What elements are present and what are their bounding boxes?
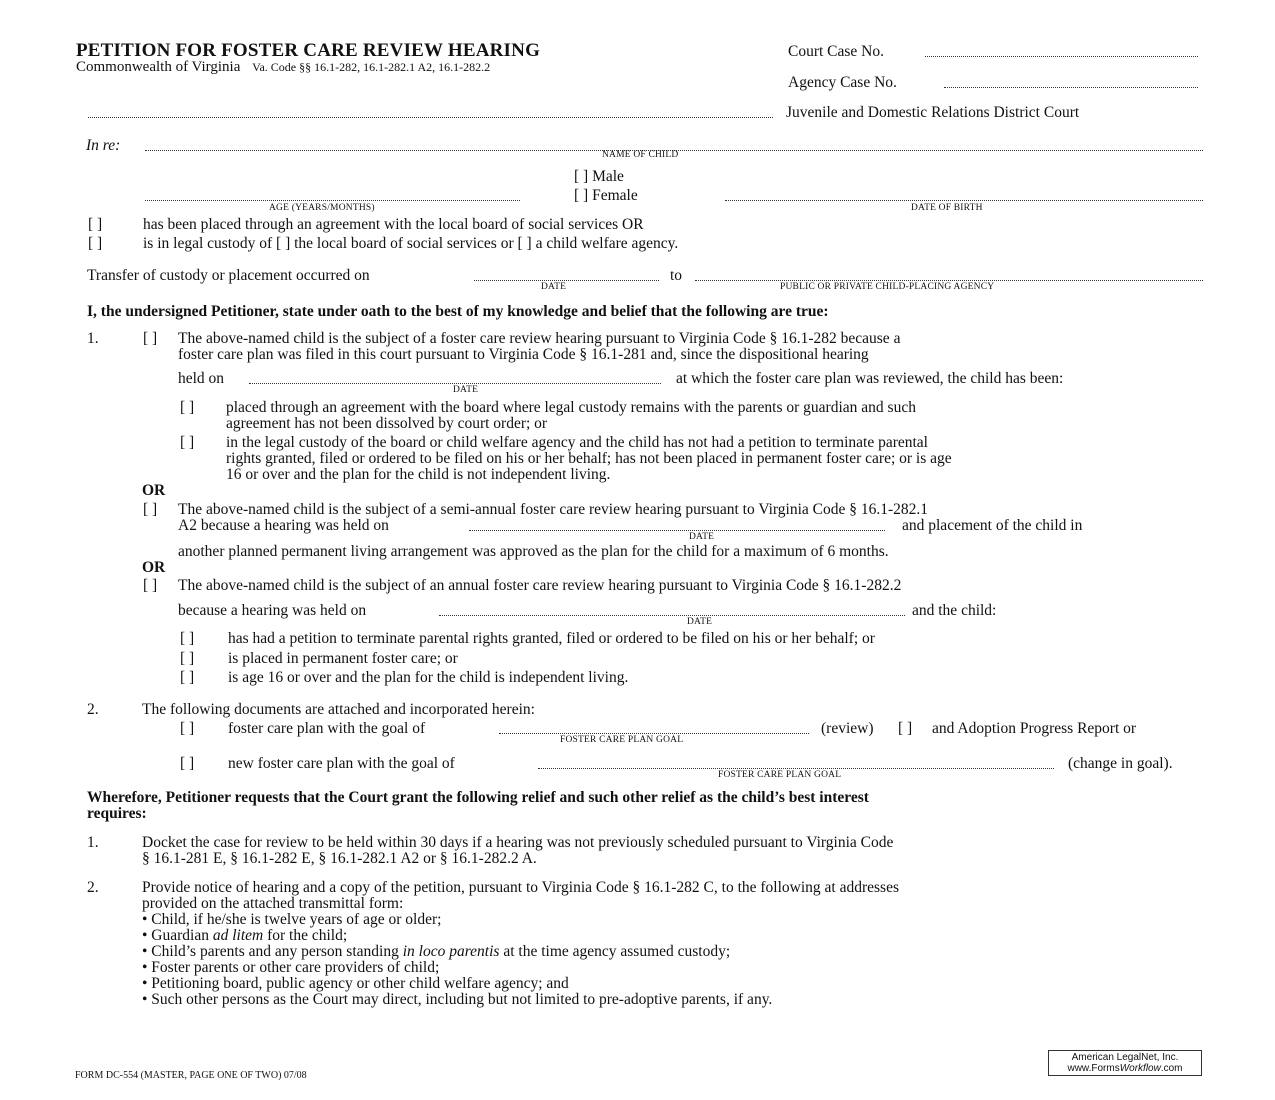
- dispositional-date-field[interactable]: [249, 383, 661, 384]
- notice-bullet-child: • Child, if he/she is twelve years of age or older;: [142, 911, 442, 928]
- item1-number: 1.: [87, 330, 99, 347]
- form-id: FORM DC-554 (MASTER, PAGE ONE OF TWO) 07/08: [75, 1070, 307, 1081]
- parents-text-italic: in loco parentis: [402, 943, 500, 960]
- badge-line2-a: www.Forms: [1067, 1063, 1120, 1074]
- court-location-field[interactable]: [88, 117, 773, 118]
- relief1-number: 1.: [87, 834, 99, 851]
- item1b-line3: another planned permanent living arrangement was approved as the plan for the child for a maximum of 6 months.: [178, 543, 889, 560]
- code-reference: Va. Code §§ 16.1-282, 16.1-282.1 A2, 16.1-282.2: [252, 60, 491, 74]
- item1b-line2b: and placement of the child in: [902, 517, 1083, 534]
- item1c-checkbox[interactable]: [ ]: [143, 577, 158, 594]
- change-in-goal-label: (change in goal).: [1068, 755, 1173, 772]
- dob-caption: DATE OF BIRTH: [911, 203, 983, 213]
- notice-bullet-foster: • Foster parents or other care providers of child;: [142, 959, 440, 976]
- agency-caption: PUBLIC OR PRIVATE CHILD-PLACING AGENCY: [780, 282, 995, 292]
- child-name-caption: NAME OF CHILD: [602, 150, 679, 160]
- held-on-label: held on: [178, 370, 225, 387]
- parents-text-a: • Child’s parents and any person standing: [142, 943, 403, 960]
- sub1-checkbox[interactable]: [ ]: [180, 399, 195, 416]
- dob-field[interactable]: [725, 200, 1203, 201]
- c-sub1-checkbox[interactable]: [ ]: [180, 630, 195, 647]
- court-name: Juvenile and Domestic Relations District Court: [786, 104, 1080, 121]
- placed-agreement-text: has been placed through an agreement with the local board of social services OR: [143, 216, 644, 233]
- legal-custody-text-a: is in legal custody of: [143, 235, 273, 252]
- reviewed-text: at which the foster care plan was reviewed, the child has been:: [676, 370, 1064, 387]
- plan-goal-field[interactable]: [499, 733, 809, 734]
- relief2-line2: provided on the attached transmittal form:: [142, 895, 404, 912]
- guardian-text-b: for the child;: [263, 927, 348, 944]
- sub2-checkbox[interactable]: [ ]: [180, 434, 195, 451]
- agency-case-field[interactable]: [944, 87, 1198, 88]
- dispositional-date-caption: DATE: [453, 385, 479, 395]
- item1b-line1: The above-named child is the subject of a semi-annual foster care review hearing pursuant to Virginia Code § 16.1-282.1: [178, 501, 929, 518]
- transfer-label: Transfer of custody or placement occurred on: [87, 267, 370, 284]
- wherefore-line2: requires:: [87, 805, 147, 822]
- item1c-line1: The above-named child is the subject of an annual foster care review hearing pursuant to Virginia Code § 16.1-282.2: [178, 577, 902, 594]
- item1a-line1: The above-named child is the subject of a foster care review hearing pursuant to Virginia Code § 16.1-282 because a: [178, 330, 901, 347]
- item1b-checkbox[interactable]: [ ]: [143, 501, 158, 518]
- commonwealth-text: Commonwealth of Virginia: [76, 59, 241, 75]
- badge-line2-italic: Workflow: [1119, 1063, 1161, 1074]
- badge-line2: [1052, 1063, 1198, 1074]
- doc2-text: new foster care plan with the goal of: [228, 755, 455, 772]
- commonwealth-label: [76, 60, 490, 75]
- guardian-text-a: • Guardian: [142, 927, 213, 944]
- legal-custody-checkbox[interactable]: [ ]: [88, 235, 103, 252]
- review-label: (review): [821, 720, 874, 737]
- relief1-line1: Docket the case for review to be held within 30 days if a hearing was not previously scheduled pursuant to Virginia Code: [142, 834, 894, 851]
- c-sub2-checkbox[interactable]: [ ]: [180, 650, 195, 667]
- annual-date-caption: DATE: [687, 617, 713, 627]
- child-placing-agency-field[interactable]: [695, 280, 1203, 281]
- in-re-label: In re:: [86, 137, 121, 154]
- notice-bullet-board: • Petitioning board, public agency or other child welfare agency; and: [142, 975, 569, 992]
- legal-custody-text-c: a child welfare agency.: [535, 235, 679, 252]
- wherefore-line1: Wherefore, Petitioner requests that the Court grant the following relief and such other relief as the child’s best interest: [87, 789, 869, 806]
- notice-bullet-parents: [142, 944, 730, 960]
- sub2-line3: 16 or over and the plan for the child is not independent living.: [226, 466, 611, 483]
- plan-goal-caption: FOSTER CARE PLAN GOAL: [560, 735, 684, 745]
- welfare-agency-checkbox[interactable]: [ ]: [517, 235, 532, 252]
- item1c-line2b: and the child:: [912, 602, 997, 619]
- semiannual-date-caption: DATE: [689, 532, 715, 542]
- local-board-checkbox[interactable]: [ ]: [276, 235, 291, 252]
- item1a-line2: foster care plan was filed in this court pursuant to Virginia Code § 16.1-281 and, since the dispositional hearing: [178, 346, 869, 363]
- doc1-text: foster care plan with the goal of: [228, 720, 426, 737]
- transfer-date-caption: DATE: [541, 282, 567, 292]
- notice-bullet-guardian: [142, 928, 347, 944]
- relief2-line1: Provide notice of hearing and a copy of the petition, pursuant to Virginia Code § 16.1-282 C, to the following at addresses: [142, 879, 899, 896]
- adoption-report-checkbox[interactable]: [ ]: [898, 720, 913, 737]
- legal-custody-text-b: the local board of social services or: [294, 235, 514, 252]
- placed-agreement-checkbox[interactable]: [ ]: [88, 216, 103, 233]
- age-field[interactable]: [145, 200, 520, 201]
- sub1-line1: placed through an agreement with the board where legal custody remains with the parents or guardian and such: [226, 399, 916, 416]
- c-sub3-text: is age 16 or over and the plan for the child is independent living.: [228, 669, 629, 686]
- adoption-report-text: and Adoption Progress Report or: [932, 720, 1137, 737]
- badge-line1: American LegalNet, Inc.: [1071, 1052, 1179, 1063]
- sub1-line2: agreement has not been dissolved by court order; or: [226, 415, 548, 432]
- item1c-line2a: because a hearing was held on: [178, 602, 367, 619]
- c-sub1-text: has had a petition to terminate parental rights granted, filed or ordered to be filed on his or her behalf; or: [228, 630, 875, 647]
- relief1-line2: § 16.1-281 E, § 16.1-282 E, § 16.1-282.1 A2 or § 16.1-282.2 A.: [142, 850, 537, 867]
- sub2-line1: in the legal custody of the board or child welfare agency and the child has not had a petition to terminate parental: [226, 434, 928, 451]
- relief2-number: 2.: [87, 879, 99, 896]
- or-separator-1: OR: [142, 482, 166, 499]
- doc1-checkbox[interactable]: [ ]: [180, 720, 195, 737]
- notice-bullet-others: • Such other persons as the Court may direct, including but not limited to pre-adoptive parents, if any.: [142, 991, 773, 1008]
- item1a-checkbox[interactable]: [ ]: [143, 330, 158, 347]
- age-caption: AGE (YEARS/MONTHS): [269, 203, 375, 213]
- form-title: PETITION FOR FOSTER CARE REVIEW HEARING: [76, 40, 541, 61]
- item2-number: 2.: [87, 701, 99, 718]
- transfer-date-field[interactable]: [474, 280, 659, 281]
- semiannual-date-field[interactable]: [469, 530, 885, 531]
- c-sub3-checkbox[interactable]: [ ]: [180, 669, 195, 686]
- new-plan-goal-field[interactable]: [538, 768, 1054, 769]
- doc2-checkbox[interactable]: [ ]: [180, 755, 195, 772]
- new-plan-goal-caption: FOSTER CARE PLAN GOAL: [718, 770, 842, 780]
- agency-case-label: Agency Case No.: [788, 74, 897, 91]
- annual-date-field[interactable]: [439, 615, 905, 616]
- legal-custody-text: [143, 236, 678, 252]
- item2-intro: The following documents are attached and incorporated herein:: [142, 701, 535, 718]
- male-checkbox[interactable]: [ ] Male: [574, 168, 624, 185]
- c-sub2-text: is placed in permanent foster care; or: [228, 650, 458, 667]
- sub2-line2: rights granted, filed or ordered to be filed on his or her behalf; has not been placed in permanent foster care; or is age: [226, 450, 952, 467]
- guardian-text-italic: ad litem: [212, 927, 264, 944]
- oath-statement: I, the undersigned Petitioner, state under oath to the best of my knowledge and belief that the following are true:: [87, 303, 829, 320]
- or-separator-2: OR: [142, 559, 166, 576]
- female-checkbox[interactable]: [ ] Female: [574, 187, 638, 204]
- court-case-field[interactable]: [925, 56, 1198, 57]
- parents-text-b: at the time agency assumed custody;: [499, 943, 731, 960]
- legalnet-badge[interactable]: [1048, 1050, 1202, 1076]
- badge-line2-b: .com: [1160, 1063, 1183, 1074]
- court-case-label: Court Case No.: [788, 43, 885, 60]
- item1b-line2a: A2 because a hearing was held on: [178, 517, 389, 534]
- to-label: to: [670, 267, 683, 284]
